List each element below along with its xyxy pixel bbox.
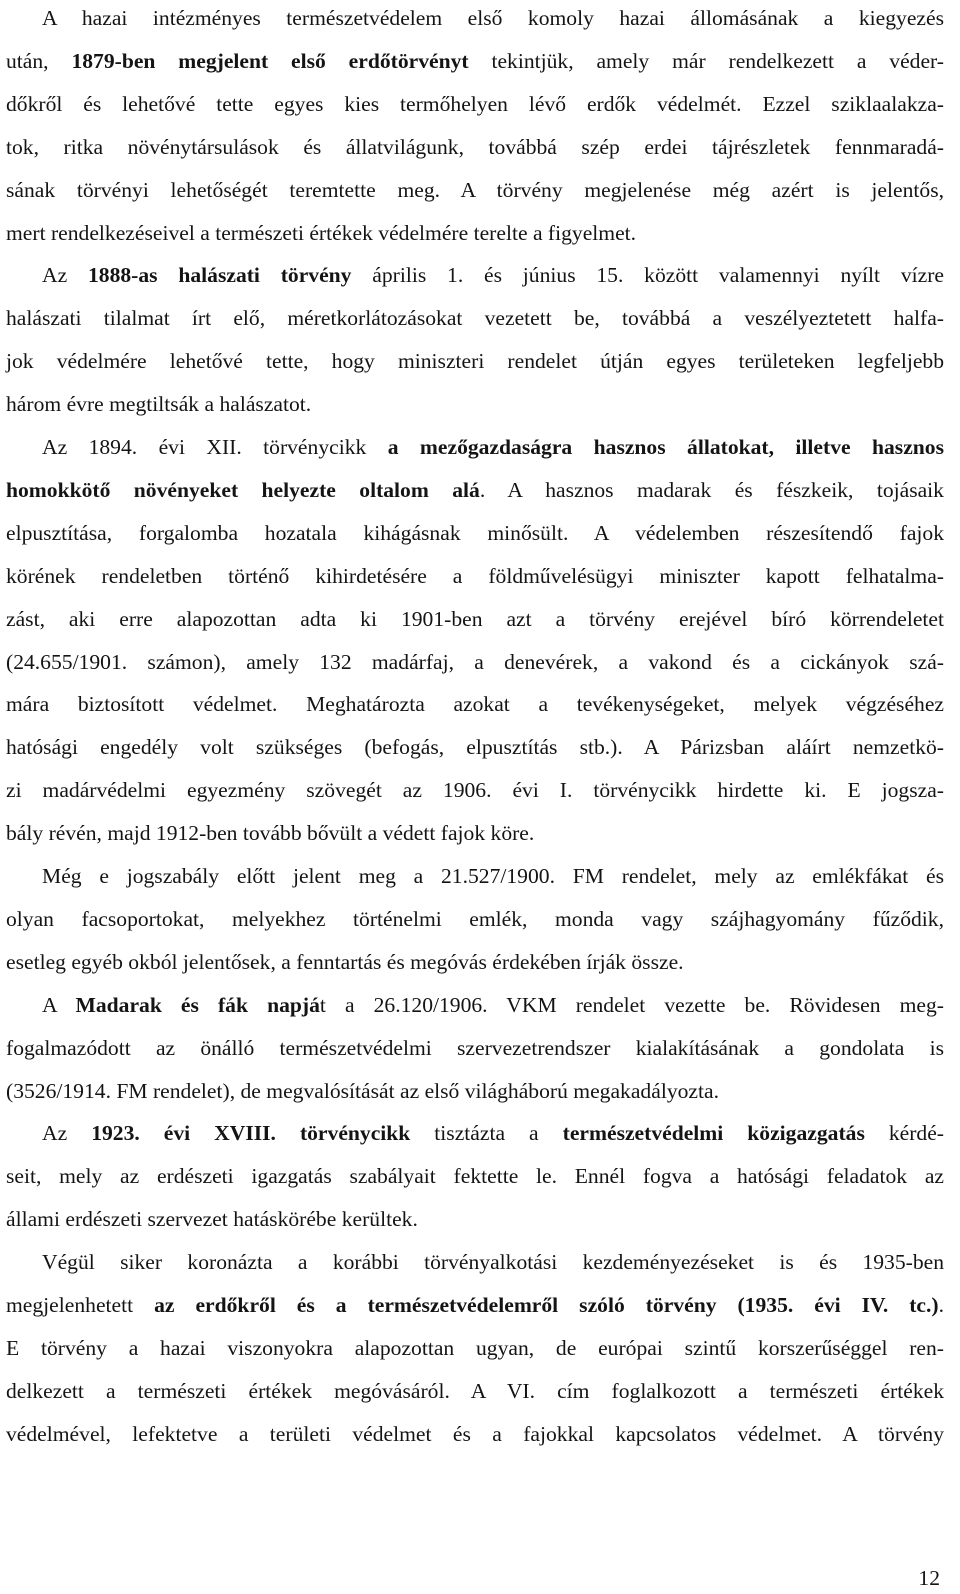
text-line — [6, 1209, 418, 1231]
text-run: fogalmazódott az önálló természetvédelmi szervezetrendszer kialakításának a gondolata is — [6, 1035, 944, 1060]
text-run: jok védelmére lehetővé tette, hogy miniszteri rendelet útján egyes területeken legfeljebb — [6, 349, 944, 374]
text-run: megjelenhetett — [6, 1293, 155, 1317]
text-run: dőkről és lehetővé tette egyes kies termőhelyen lévő erdők védelmét. Ezzel sziklaalakza- — [6, 91, 944, 116]
text-run: körének rendeletben történő kihirdetésére a földművelésügyi miniszter kapott felhatalma- — [6, 563, 944, 588]
text-run: állami erdészeti szervezet hatáskörébe kerültek. — [6, 1207, 418, 1232]
text-run: tok, ritka növénytársulások és állatvilágunk, továbbá szép erdei tájrészletek fennmaradá- — [6, 134, 944, 159]
text-run: után, — [6, 48, 72, 73]
text-run: t a 26.120/1906. VKM rendelet vezette be. Rövidesen meg- — [319, 992, 944, 1017]
text-run: három évre megtiltsák a halászatot. — [6, 392, 312, 417]
text-run: védelmével, lefektetve a területi védelmet és a fajokkal kapcsolatos védelmet. A törvény — [6, 1421, 944, 1446]
text-run: Az — [42, 263, 88, 288]
text-line — [6, 48, 944, 73]
text-run: Végül siker koronázta a korábbi törvényalkotási kezdeményezéseket is és 1935-ben — [42, 1250, 944, 1275]
text-run: hatósági engedély volt szükséges (befogás, elpusztítás stb.). A Párizsban aláírt nemzetkö- — [6, 735, 944, 760]
text-run: seit, mely az erdészeti igazgatás szabályait fektette le. Ennél fogva a hatósági feladatok az — [6, 1164, 944, 1189]
bold-text: természetvédelmi közigazgatás — [562, 1121, 865, 1146]
text-line — [6, 308, 944, 330]
text-run: A — [42, 992, 76, 1017]
text-line — [6, 737, 944, 759]
text-line — [6, 351, 944, 373]
text-run: április 1. és június 15. között valamennyi nyílt vízre — [351, 263, 944, 288]
text-line — [6, 220, 637, 245]
text-line — [6, 520, 944, 545]
text-run: . — [938, 1293, 944, 1317]
text-line — [6, 694, 944, 716]
text-run: elpusztítása, forgalomba hozatala kihágásnak minősült. A védelemben részesítendő fajok — [6, 520, 944, 545]
text-run: mert rendelkezéseivel a természeti értékek védelmére terelte a figyelmet. — [6, 220, 637, 245]
page-number: 12 — [918, 1566, 940, 1590]
text-line — [6, 1035, 944, 1060]
bold-text: Madarak és fák napjá — [75, 992, 320, 1017]
text-run: olyan facsoportokat, melyekhez történelmi emlék, monda vagy szájhagyomány fűződik, — [6, 906, 944, 931]
text-run: Az 1894. évi XII. törvénycikk — [42, 435, 388, 459]
text-line — [6, 823, 534, 845]
text-run: zást, aki erre alapozottan adta ki 1901-ben azt a törvény erejével bíró körrendeletet — [6, 606, 944, 631]
text-run: . A hasznos madarak és fészkeik, tojásaik — [479, 477, 944, 502]
text-run: tisztázta a — [410, 1121, 563, 1146]
text-run: zi madárvédelmi egyezmény szövegét az 1906. évi I. törvénycikk hirdette ki. E jogsza- — [6, 778, 944, 803]
text-line — [6, 134, 944, 159]
text-line — [42, 1252, 944, 1274]
text-line — [6, 1421, 944, 1446]
text-line — [6, 906, 944, 931]
text-line — [6, 1295, 944, 1317]
text-run: kérdé- — [864, 1121, 945, 1146]
bold-text: 1888-as halászati törvény — [87, 263, 352, 288]
text-line — [42, 265, 944, 287]
text-run: Az — [42, 1121, 92, 1146]
text-line — [42, 1123, 944, 1145]
text-run: (3526/1914. FM rendelet), de megvalósítását az első világháború megakadályozta. — [6, 1078, 719, 1103]
bold-text: 1923. évi XVIII. törvénycikk — [91, 1121, 411, 1146]
text-run: tekintjük, amely már rendelkezett a véder- — [468, 48, 944, 73]
text-run: mára biztosított védelmet. Meghatározta azokat a tevékenységeket, melyek végzéséhez — [6, 692, 944, 717]
text-line — [42, 866, 944, 888]
text-run: E törvény a hazai viszonyokra alapozottan ugyan, de európai szintű korszerűséggel ren- — [6, 1335, 944, 1360]
text-line — [6, 1378, 944, 1403]
text-line — [6, 177, 944, 202]
text-line — [42, 437, 944, 459]
text-line — [6, 1166, 944, 1188]
text-line — [6, 780, 944, 802]
text-line — [6, 649, 944, 674]
text-line — [6, 477, 944, 502]
text-line — [6, 91, 944, 116]
text-run: esetleg egyéb okból jelentősek, a fenntartás és megóvás érdekében írják össze. — [6, 949, 684, 974]
bold-text: 1879-ben megjelent első erdőtörvényt — [71, 48, 469, 73]
text-line — [6, 563, 944, 588]
bold-text: a mezőgazdaságra hasznos állatokat, illetve hasznos — [387, 435, 944, 459]
text-line — [6, 949, 684, 974]
text-run: Még e jogszabály előtt jelent meg a 21.527/1900. FM rendelet, mely az emlékfákat és — [42, 864, 944, 888]
text-line — [6, 606, 944, 631]
text-line — [42, 8, 944, 30]
text-run: delkezett a természeti értékek megóvásáról. A VI. cím foglalkozott a természeti értékek — [6, 1378, 944, 1403]
text-run: halászati tilalmat írt elő, méretkorlátozásokat vezetett be, továbbá a veszélyeztetett halfa- — [6, 306, 944, 331]
text-run: A hazai intézményes természetvédelem első komoly hazai állomásának a kiegyezés — [42, 6, 944, 30]
text-run: (24.655/1901. számon), amely 132 madárfaj, a denevérek, a vakond és a cickányok szá- — [6, 649, 944, 674]
text-line — [6, 1078, 719, 1103]
text-line — [42, 992, 944, 1017]
bold-text: az erdőkről és a természetvédelemről szóló törvény (1935. évi IV. tc.) — [154, 1293, 939, 1317]
bold-text: homokkötő növényeket helyezte oltalom alá — [6, 477, 480, 502]
text-line — [6, 1335, 944, 1360]
text-run: bály révén, majd 1912-ben tovább bővült a védett fajok köre. — [6, 821, 535, 846]
text-line — [6, 394, 311, 416]
text-run: sának törvényi lehetőségét teremtette meg. A törvény megjelenése még azért is jelentős, — [6, 177, 944, 202]
